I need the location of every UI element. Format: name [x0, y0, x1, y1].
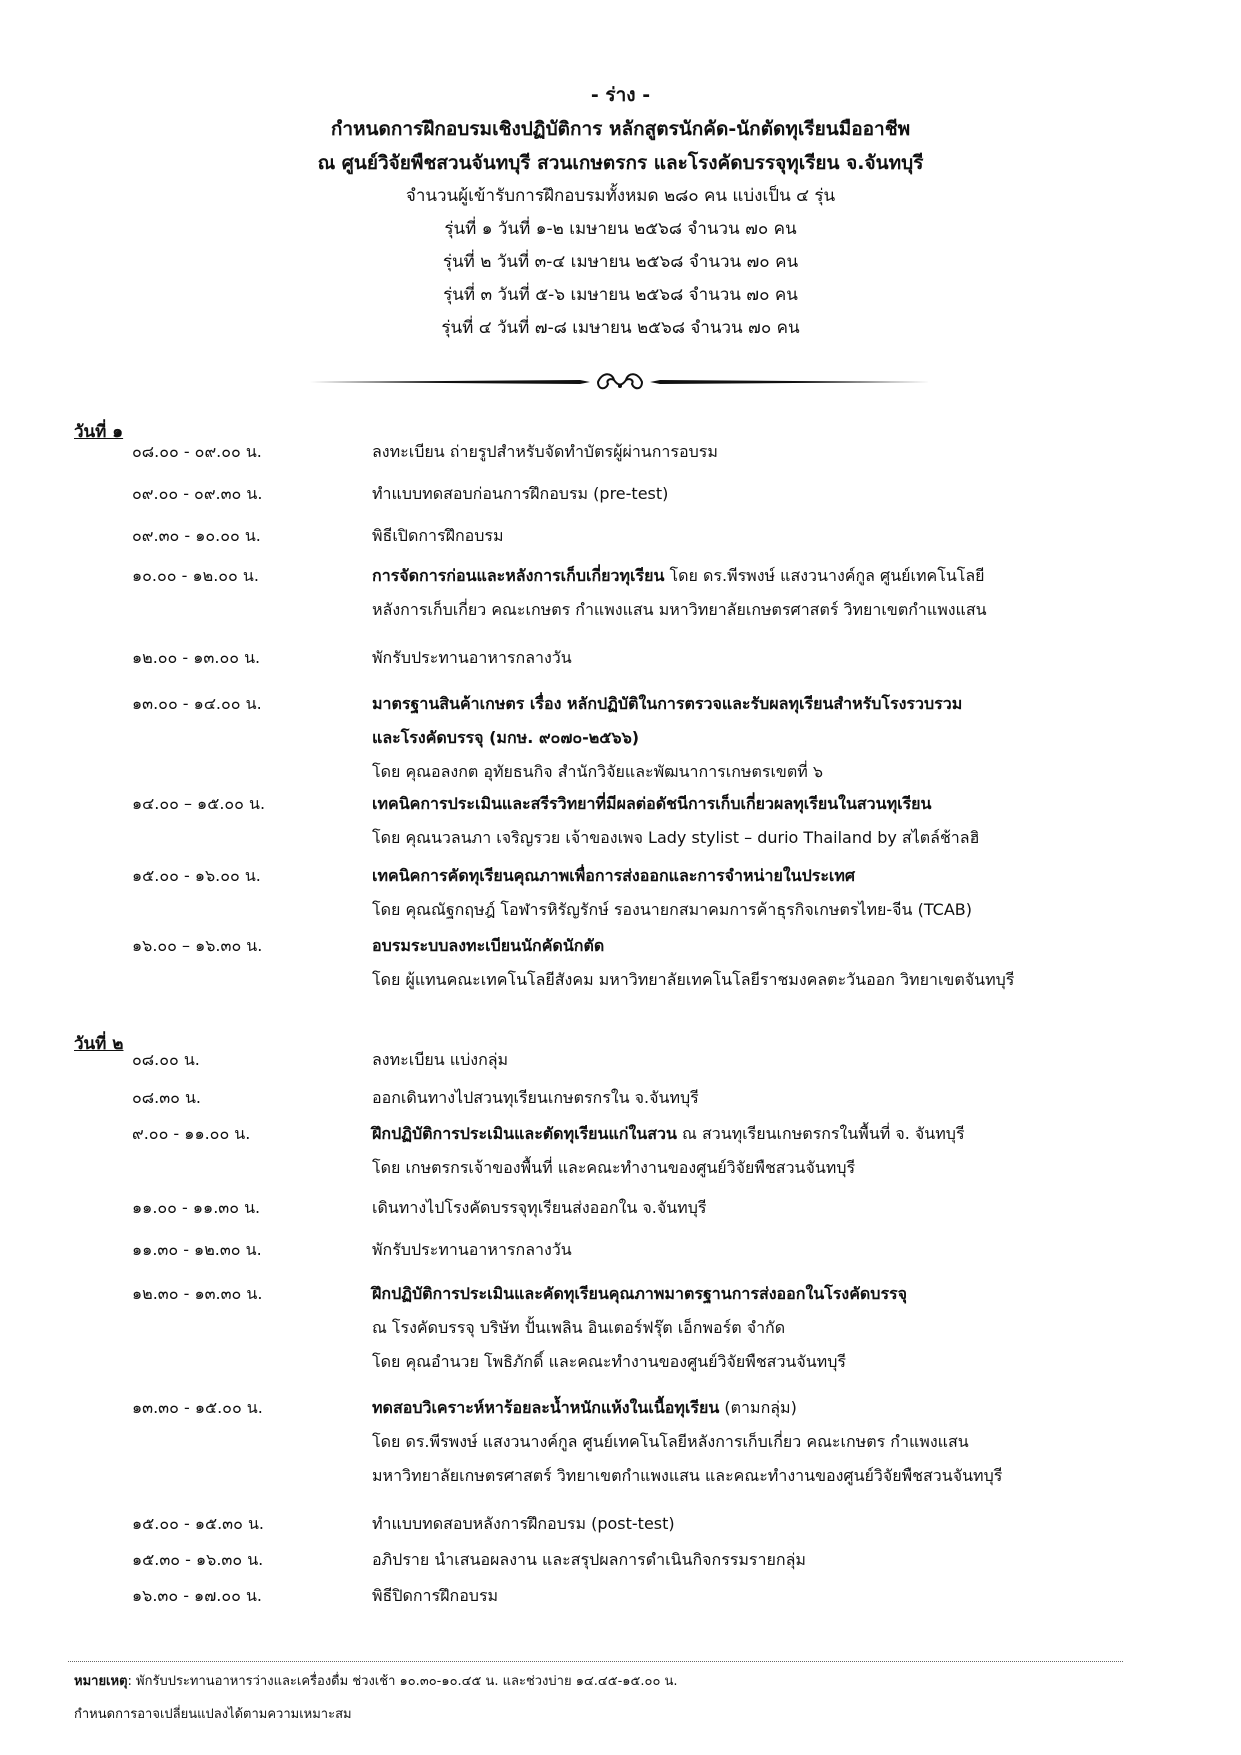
activity-text: (ตามกลุ่ม): [719, 1398, 797, 1417]
activity-text: ทำแบบทดสอบหลังการฝึกอบรม (post-test): [372, 1514, 675, 1533]
activity-description: [372, 929, 1172, 997]
day-2-label: วันที่ ๒: [74, 1034, 124, 1054]
activity-text: ออกเดินทางไปสวนทุเรียนเกษตรกรใน จ.จันทบุรี: [372, 1088, 699, 1107]
participants-info: จำนวนผู้เข้ารับการฝึกอบรมทั้งหมด ๒๘๐ คน แบ่งเป็น ๔ รุ่น: [405, 186, 836, 206]
time-slot: ๑๒.๓๐ - ๑๓.๓๐ น.: [132, 1284, 263, 1303]
activity-line: [372, 893, 1172, 927]
batch-2-info: รุ่นที่ ๒ วันที่ ๓-๔ เมษายน ๒๕๖๘ จำนวน ๗๐ คน: [442, 252, 799, 272]
time-slot: ๑๕.๐๐ - ๑๕.๓๐ น.: [132, 1514, 264, 1533]
activity-line: [372, 1191, 1172, 1225]
activity-line: [372, 1579, 1172, 1613]
activity-line: [372, 435, 1172, 469]
activity-line: [372, 755, 1172, 789]
footer-divider: [68, 1661, 1123, 1662]
activity-title: อบรมระบบลงทะเบียนนักคัดนักตัด: [372, 936, 605, 955]
time-slot: ๙.๐๐ - ๑๑.๐๐ น.: [132, 1124, 251, 1143]
activity-line: [372, 721, 1172, 755]
time-slot: ๐๘.๐๐ - ๐๙.๐๐ น.: [132, 442, 262, 461]
activity-description: [372, 641, 1172, 675]
activity-text: พักรับประทานอาหารกลางวัน: [372, 1240, 572, 1259]
time-slot: ๑๒.๐๐ - ๑๓.๐๐ น.: [132, 648, 261, 667]
activity-description: [372, 1081, 1172, 1115]
activity-description: [372, 1043, 1172, 1077]
activity-line: [372, 1081, 1172, 1115]
activity-description: [372, 687, 1172, 789]
batch-4-info: รุ่นที่ ๔ วันที่ ๗-๘ เมษายน ๒๕๖๘ จำนวน ๗๐ คน: [441, 318, 800, 338]
time-slot: ๑๑.๐๐ - ๑๑.๓๐ น.: [132, 1198, 261, 1217]
activity-description: [372, 559, 1172, 627]
activity-description: [372, 1233, 1172, 1267]
activity-text: ลงทะเบียน ถ่ายรูปสำหรับจัดทำบัตรผู้ผ่านการอบรม: [372, 442, 718, 461]
activity-text: ณ โรงคัดบรรจุ บริษัท ปั้นเพลิน อินเตอร์ฟรุ๊ต เอ็กพอร์ต จำกัด: [372, 1318, 786, 1337]
activity-line: [372, 1117, 1172, 1151]
time-slot: ๑๖.๓๐ - ๑๗.๐๐ น.: [132, 1586, 262, 1605]
activity-text: โดย คุณณัฐกฤษฎ์ โอฬารหิรัญรักษ์ รองนายกสมาคมการค้าธุรกิจเกษตรไทย-จีน (TCAB): [372, 900, 972, 919]
activity-description: [372, 787, 1172, 855]
activity-line: [372, 1507, 1172, 1541]
document-header: [0, 78, 1241, 345]
time-slot: ๑๐.๐๐ - ๑๒.๐๐ น.: [132, 566, 259, 585]
activity-text: โดย คุณอลงกต อุทัยธนกิจ สำนักวิจัยและพัฒนาการเกษตรเขตที่ ๖: [372, 762, 824, 781]
activity-line: [372, 1311, 1172, 1345]
footer-note: [74, 1672, 678, 1692]
activity-description: [372, 859, 1172, 927]
activity-line: [372, 687, 1172, 721]
footer-note-2: กำหนดการอาจเปลี่ยนแปลงได้ตามความเหมาะสม: [74, 1707, 352, 1722]
activity-description: [372, 519, 1172, 553]
activity-line: [372, 1459, 1172, 1493]
activity-text: มหาวิทยาลัยเกษตรศาสตร์ วิทยาเขตกำแพงแสน และคณะทำงานของศูนย์วิจัยพืชสวนจันทบุรี: [372, 1466, 1003, 1485]
time-slot: ๐๙.๐๐ - ๐๙.๓๐ น.: [132, 484, 263, 503]
activity-line: [372, 859, 1172, 893]
activity-text: ณ สวนทุเรียนเกษตรกรในพื้นที่ จ. จันทบุรี: [676, 1124, 965, 1143]
activity-description: [372, 1507, 1172, 1541]
activity-description: [372, 1277, 1172, 1379]
activity-text: พิธีเปิดการฝึกอบรม: [372, 526, 504, 545]
time-slot: ๑๔.๐๐ – ๑๕.๐๐ น.: [132, 794, 266, 813]
activity-line: [372, 929, 1172, 963]
activity-title-cont: และโรงคัดบรรจุ (มกษ. ๙๐๗๐-๒๕๖๖): [372, 728, 640, 747]
activity-text: โดย ผู้แทนคณะเทคโนโลยีสังคม มหาวิทยาลัยเทคโนโลยีราชมงคลตะวันออก วิทยาเขตจันทบุรี: [372, 970, 1015, 989]
time-slot: ๑๑.๓๐ - ๑๒.๓๐ น.: [132, 1240, 262, 1259]
activity-description: [372, 1579, 1172, 1613]
activity-text: โดย คุณอำนวย โพธิภักดิ์ และคณะทำงานของศูนย์วิจัยพืชสวนจันทบุรี: [372, 1352, 846, 1371]
activity-text: หลังการเก็บเกี่ยว คณะเกษตร กำแพงแสน มหาวิทยาลัยเกษตรศาสตร์ วิทยาเขตกำแพงแสน: [372, 600, 987, 619]
activity-line: [372, 1043, 1172, 1077]
activity-line: [372, 1151, 1172, 1185]
activity-title: การจัดการก่อนและหลังการเก็บเกี่ยวทุเรียน: [372, 566, 665, 585]
activity-description: [372, 435, 1172, 469]
activity-description: [372, 1543, 1172, 1577]
activity-line: [372, 519, 1172, 553]
title-line-1: กำหนดการฝึกอบรมเชิงปฏิบัติการ หลักสูตรนักคัด-นักตัดทุเรียนมืออาชีพ: [330, 118, 911, 140]
activity-title: เทคนิคการประเมินและสรีรวิทยาที่มีผลต่อดัชนีการเก็บเกี่ยวผลทุเรียนในสวนทุเรียน: [372, 794, 932, 813]
activity-title: มาตรฐานสินค้าเกษตร เรื่อง หลักปฏิบัติในการตรวจและรับผลทุเรียนสำหรับโรงรวบรวม: [372, 694, 963, 713]
activity-description: [372, 1191, 1172, 1225]
activity-text: พักรับประทานอาหารกลางวัน: [372, 648, 572, 667]
activity-line: [372, 1543, 1172, 1577]
activity-line: [372, 787, 1172, 821]
draft-label: - ร่าง -: [590, 84, 651, 106]
activity-description: [372, 477, 1172, 511]
time-slot: ๑๓.๓๐ - ๑๕.๐๐ น.: [132, 1398, 263, 1417]
activity-description: [372, 1117, 1172, 1185]
batch-1-info: รุ่นที่ ๑ วันที่ ๑-๒ เมษายน ๒๕๖๘ จำนวน ๗๐ คน: [444, 219, 797, 239]
activity-text: โดย ดร.พีรพงษ์ แสงวนางค์กูล ศูนย์เทคโนโลยีหลังการเก็บเกี่ยว คณะเกษตร กำแพงแสน: [372, 1432, 969, 1451]
activity-text: ลงทะเบียน แบ่งกลุ่ม: [372, 1050, 509, 1069]
time-slot: ๐๘.๐๐ น.: [132, 1050, 200, 1069]
activity-title: เทคนิคการคัดทุเรียนคุณภาพเพื่อการส่งออกและการจำหน่ายในประเทศ: [372, 866, 856, 885]
activity-line: [372, 1233, 1172, 1267]
activity-line: [372, 821, 1172, 855]
note-text: : พักรับประทานอาหารว่างและเครื่องดื่ม ช่วงเช้า ๑๐.๓๐-๑๐.๔๕ น. และช่วงบ่าย ๑๔.๔๕-๑๕.๐๐ น.: [127, 1674, 678, 1689]
activity-line: [372, 477, 1172, 511]
activity-text: โดย เกษตรกรเจ้าของพื้นที่ และคณะทำงานของศูนย์วิจัยพืชสวนจันทบุรี: [372, 1158, 856, 1177]
note-label: หมายเหตุ: [74, 1674, 128, 1689]
activity-text: โดย คุณนวลนภา เจริญรวย เจ้าของเพจ Lady stylist – durio Thailand by สไตล์ช้าลฮิ: [372, 828, 980, 847]
time-slot: ๑๕.๐๐ - ๑๖.๐๐ น.: [132, 866, 261, 885]
day-1-label: วันที่ ๑: [74, 422, 124, 442]
activity-line: [372, 1425, 1172, 1459]
activity-line: [372, 559, 1172, 593]
activity-line: [372, 593, 1172, 627]
activity-line: [372, 963, 1172, 997]
activity-line: [372, 1391, 1172, 1425]
activity-text: โดย ดร.พีรพงษ์ แสงวนางค์กูล ศูนย์เทคโนโลยี: [664, 566, 985, 585]
activity-description: [372, 1391, 1172, 1493]
time-slot: ๐๙.๓๐ - ๑๐.๐๐ น.: [132, 526, 261, 545]
activity-text: พิธีปิดการฝึกอบรม: [372, 1586, 499, 1605]
activity-line: [372, 641, 1172, 675]
ornamental-divider: [310, 370, 930, 394]
time-slot: ๑๕.๓๐ - ๑๖.๓๐ น.: [132, 1550, 264, 1569]
time-slot: ๐๘.๓๐ น.: [132, 1088, 202, 1107]
activity-text: ทำแบบทดสอบก่อนการฝึกอบรม (pre-test): [372, 484, 669, 503]
activity-text: เดินทางไปโรงคัดบรรจุทุเรียนส่งออกใน จ.จันทบุรี: [372, 1198, 707, 1217]
activity-title: ฝึกปฏิบัติการประเมินและคัดทุเรียนคุณภาพมาตรฐานการส่งออกในโรงคัดบรรจุ: [372, 1284, 907, 1303]
time-slot: ๑๖.๐๐ – ๑๖.๓๐ น.: [132, 936, 263, 955]
time-slot: ๑๓.๐๐ - ๑๔.๐๐ น.: [132, 694, 262, 713]
activity-line: [372, 1345, 1172, 1379]
activity-title: ทดสอบวิเคราะห์หาร้อยละน้ำหนักแห้งในเนื้อทุเรียน: [372, 1398, 720, 1417]
batch-3-info: รุ่นที่ ๓ วันที่ ๕-๖ เมษายน ๒๕๖๘ จำนวน ๗๐ คน: [443, 285, 798, 305]
activity-line: [372, 1277, 1172, 1311]
activity-title: ฝึกปฏิบัติการประเมินและตัดทุเรียนแก่ในสวน: [372, 1124, 677, 1143]
title-line-2: ณ ศูนย์วิจัยพืชสวนจันทบุรี สวนเกษตรกร และโรงคัดบรรจุทุเรียน จ.จันทบุรี: [317, 152, 924, 174]
activity-text: อภิปราย นำเสนอผลงาน และสรุปผลการดำเนินกิจกรรมรายกลุ่ม: [372, 1550, 806, 1569]
